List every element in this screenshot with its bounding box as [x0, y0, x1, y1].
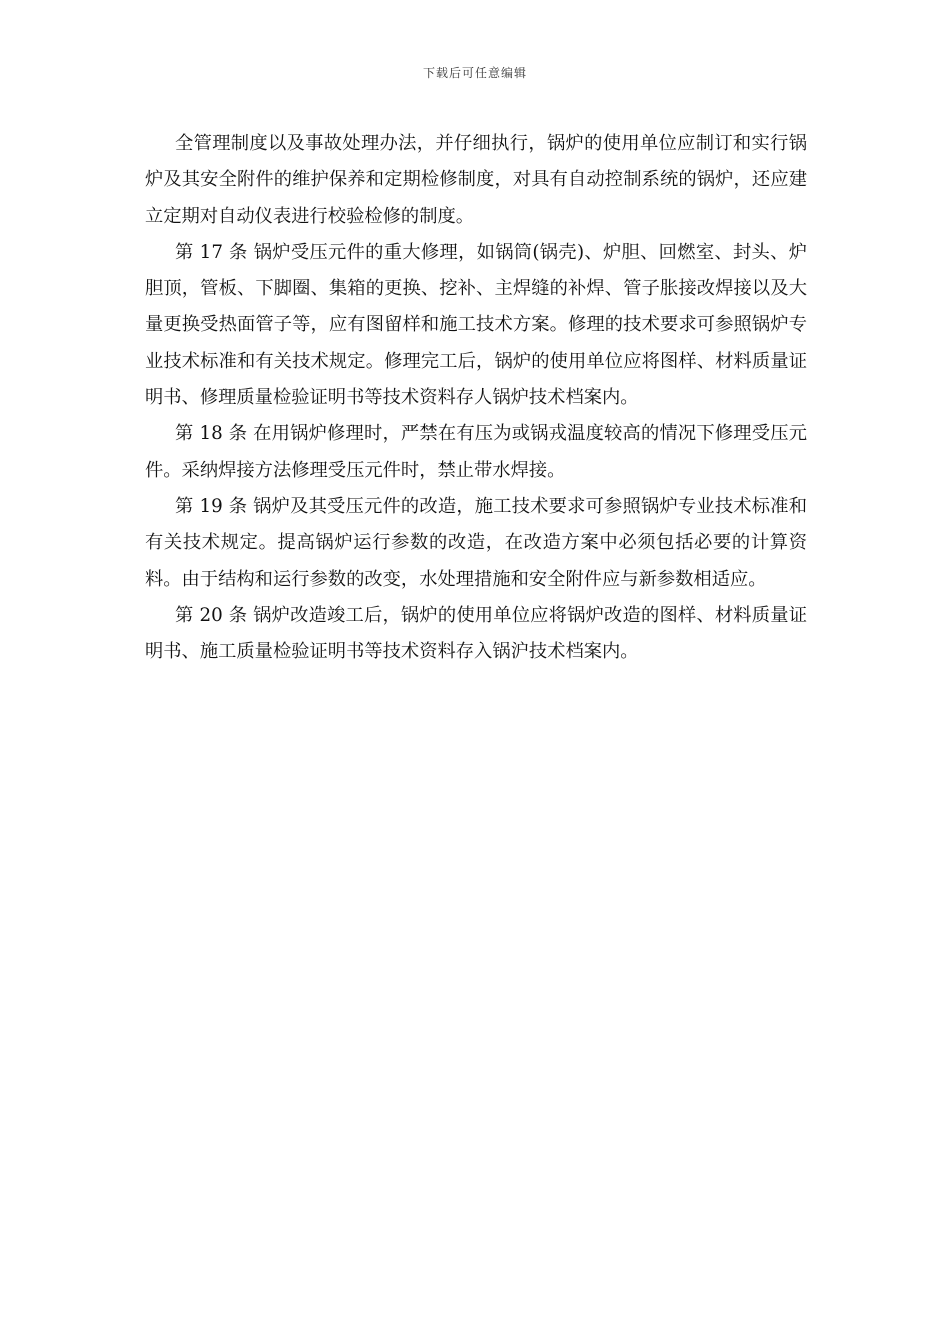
paragraph-article-20: 第 20 条 锅炉改造竣工后，锅炉的使用单位应将锅炉改造的图样、材料质量证明书、施工质量检验证明书等技术资料存入锅沪技术档案内。: [145, 604, 807, 663]
page-header: 下载后可任意编辑: [422, 66, 527, 80]
document-body: [145, 126, 807, 670]
paragraph-article-17: 第 17 条 锅炉受压元件的重大修理，如锅筒(锅壳)、炉胆、回燃室、封头、炉胆顶，管板、下脚圈、集箱的更换、挖补、主焊缝的补焊、管子胀接改焊接以及大量更换受热面管子等，应有图留样和施工技术方案。修理的技术要求可参照锅炉专业技术标准和有关技术规定。修理完工后，锅炉的使用单位应将图样、材料质量证明书、修理质量检验证明书等技术资料存人锅炉技术档案内。: [145, 241, 807, 409]
paragraph-safety-management: 全管理制度以及事故处理办法，并仔细执行，锅炉的使用单位应制订和实行锅炉及其安全附件的维护保养和定期检修制度，对具有自动控制系统的锅炉，还应建立定期对自动仪表进行校验检修的制度。: [145, 133, 807, 227]
paragraph-article-19: 第 19 条 锅炉及其受压元件的改造，施工技术要求可参照锅炉专业技术标准和有关技术规定。提高锅炉运行参数的改造，在改造方案中必须包括必要的计算资料。由于结构和运行参数的改变，水处理措施和安全附件应与新参数相适应。: [145, 495, 807, 590]
paragraph-article-18: 第 18 条 在用锅炉修理时，严禁在有压为或锅戎温度较高的情况下修理受压元件。采纳焊接方法修理受压元件时，禁止带水焊接。: [145, 423, 807, 481]
